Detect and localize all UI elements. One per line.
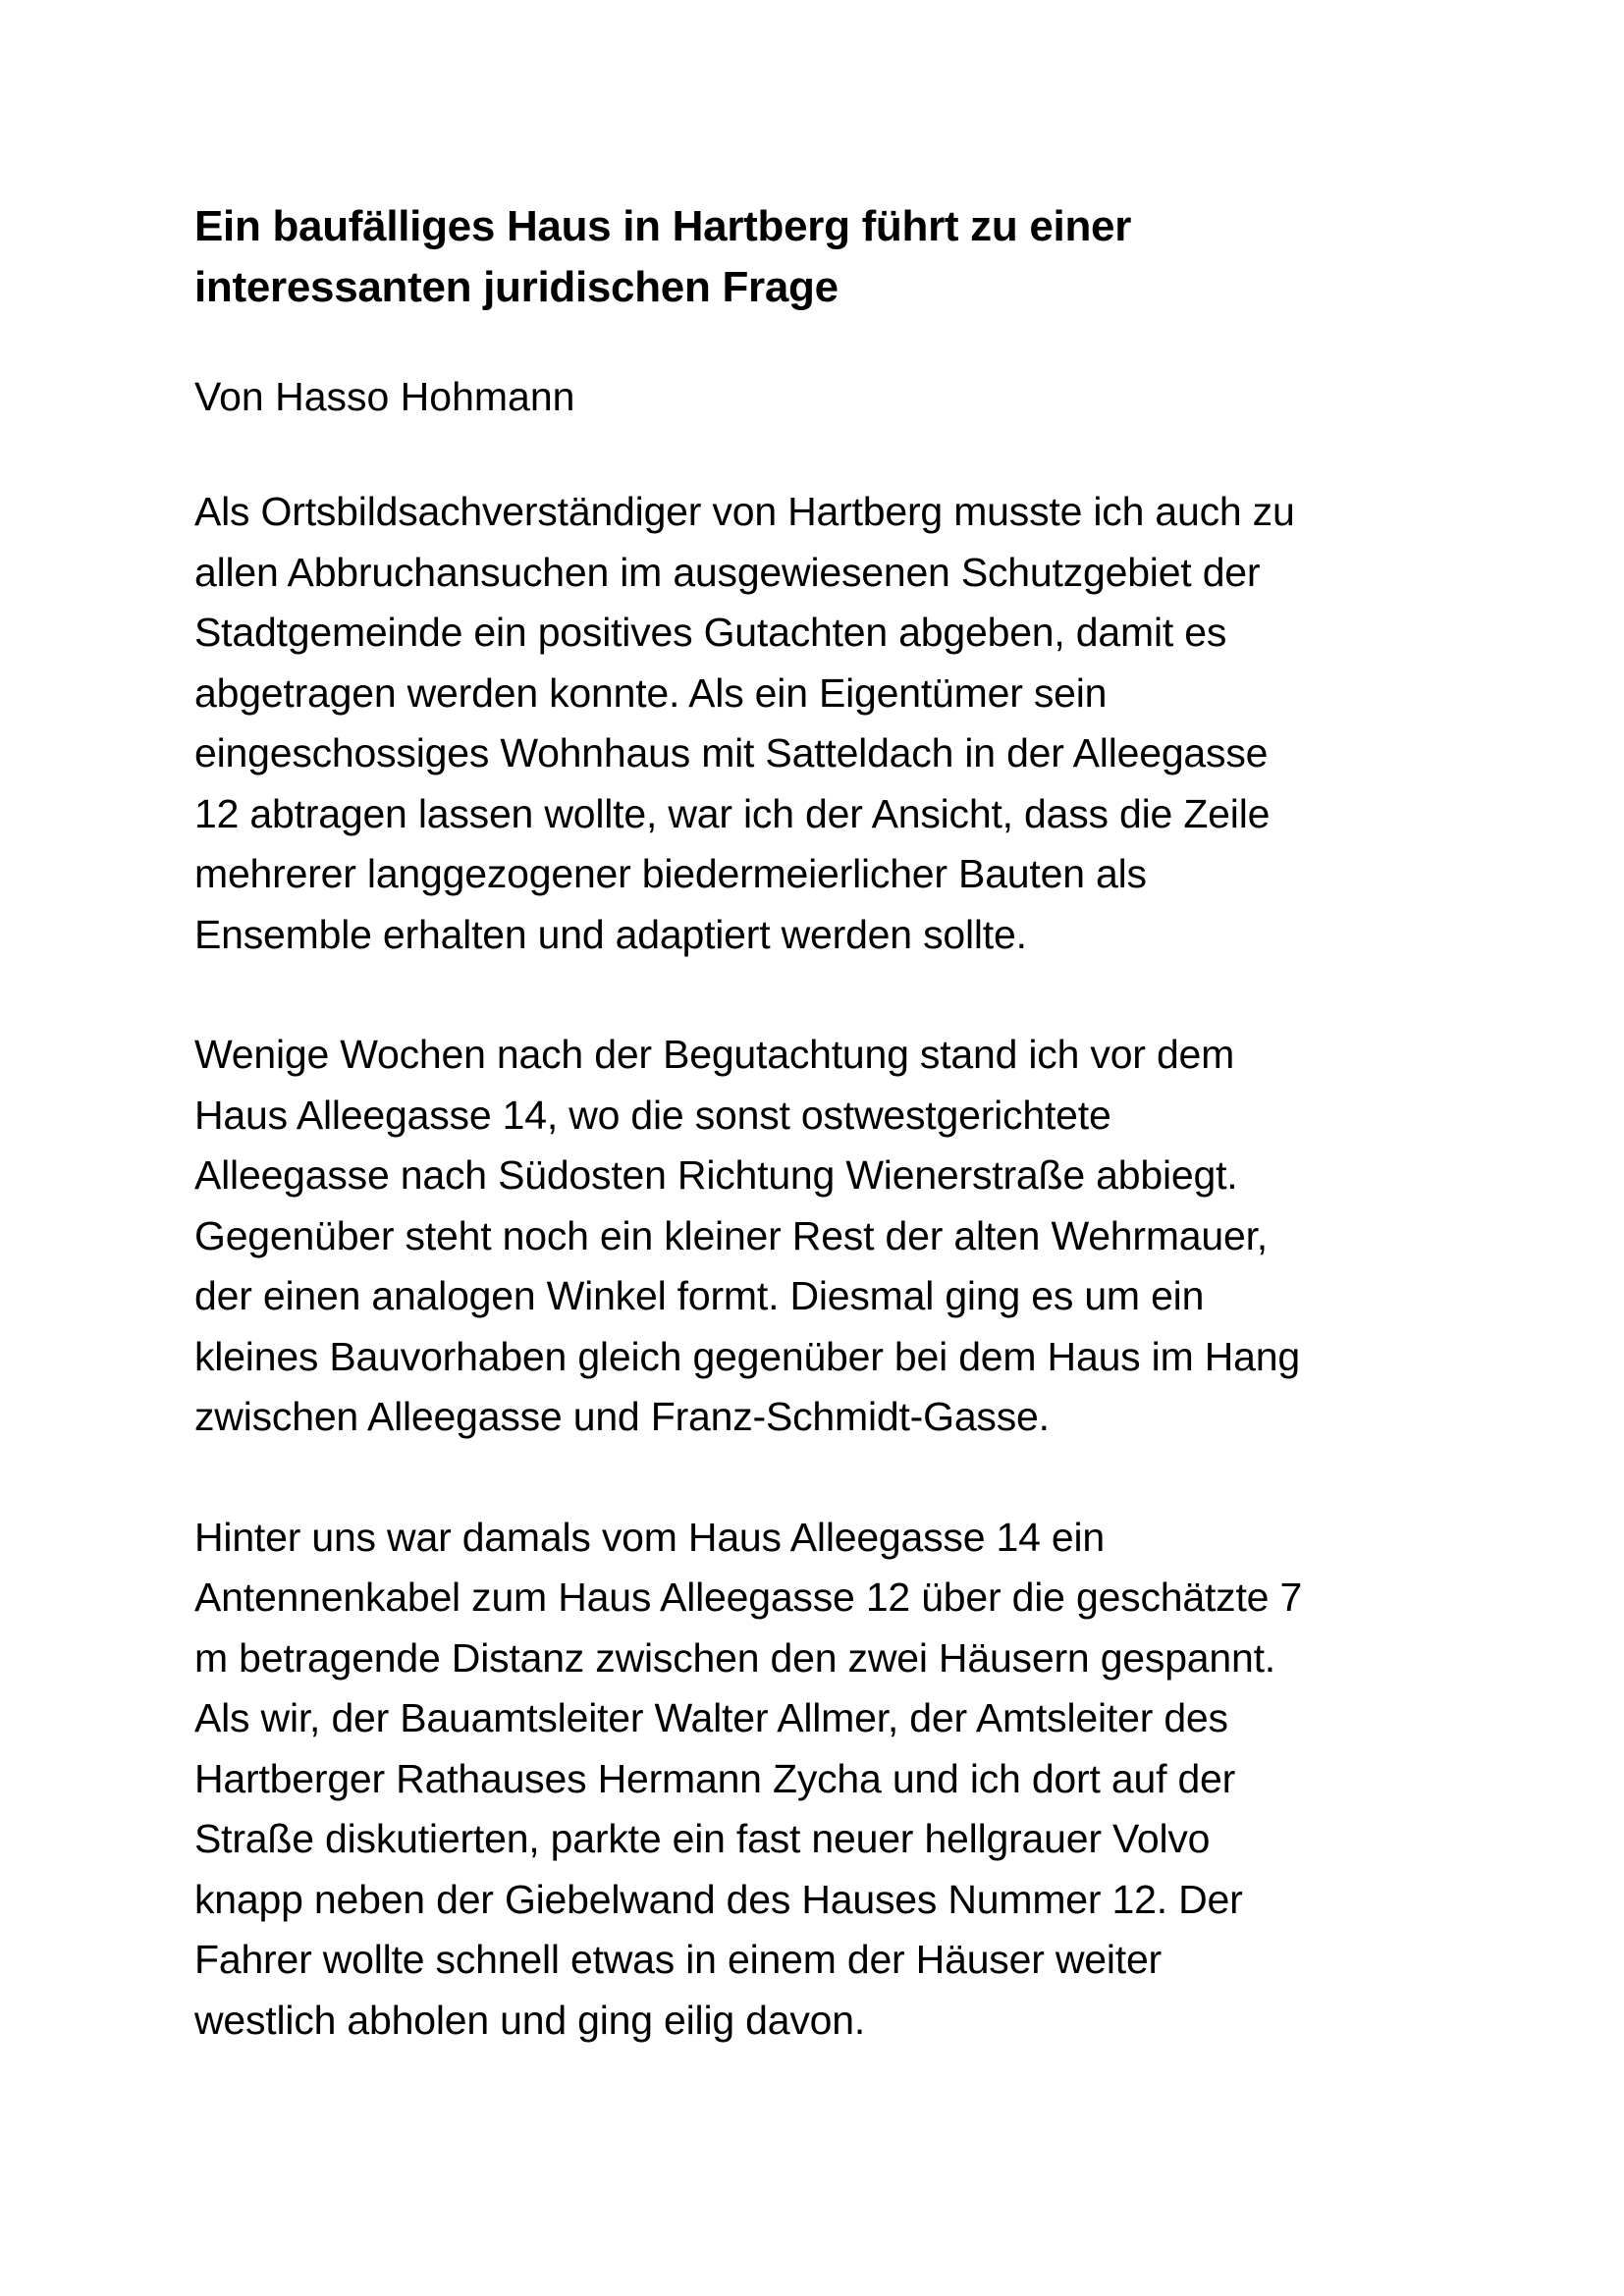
- article-author: Von Hasso Hohmann: [194, 374, 575, 419]
- article-title: Ein baufälliges Haus in Hartberg führt zu einer interessanten juridischen Frage: [194, 202, 1132, 311]
- paragraph-1: Als Ortsbildsachverständiger von Hartberg musste ich auch zu allen Abbruchansuchen im ausgewiesenen Schutzgebiet der Stadtgemeinde ein positives Gutachten abgeben, damit es abgetragen werden konnte. Als ein Eigentümer sein eingeschossiges Wohnhaus mit Satteldach in der Alleegasse 12 abtragen lassen wollte, war ich der Ansicht, dass die Zeile mehrerer langgezogener biedermeierlicher Bauten als Ensemble erhalten und adaptiert werden sollte.: [194, 489, 1295, 957]
- paragraph-2: Wenige Wochen nach der Begutachtung stand ich vor dem Haus Alleegasse 14, wo die sonst ostwestgerichtete Alleegasse nach Südosten Richtung Wienerstraße abbiegt. Gegenüber steht noch ein kleiner Rest der alten Wehrmauer, der einen analogen Winkel formt. Diesmal ging es um ein kleines Bauvorhaben gleich gegenüber bei dem Haus im Hang zwischen Alleegasse und Franz-Schmidt-Gasse.: [194, 1032, 1300, 1439]
- paragraph-3: Hinter uns war damals vom Haus Alleegasse 14 ein Antennenkabel zum Haus Alleegasse 12 über die geschätzte 7 m betragende Distanz zwischen den zwei Häusern gespannt. Als wir, der Bauamtsleiter Walter Allmer, der Amtsleiter des Hartberger Rathauses Hermann Zycha und ich dort auf der Straße diskutierten, parkte ein fast neuer hellgrauer Volvo knapp neben der Giebelwand des Hauses Nummer 12. Der Fahrer wollte schnell etwas in einem der Häuser weiter westlich abholen und ging eilig davon.: [194, 1514, 1303, 2043]
- article-body: [194, 196, 1461, 2051]
